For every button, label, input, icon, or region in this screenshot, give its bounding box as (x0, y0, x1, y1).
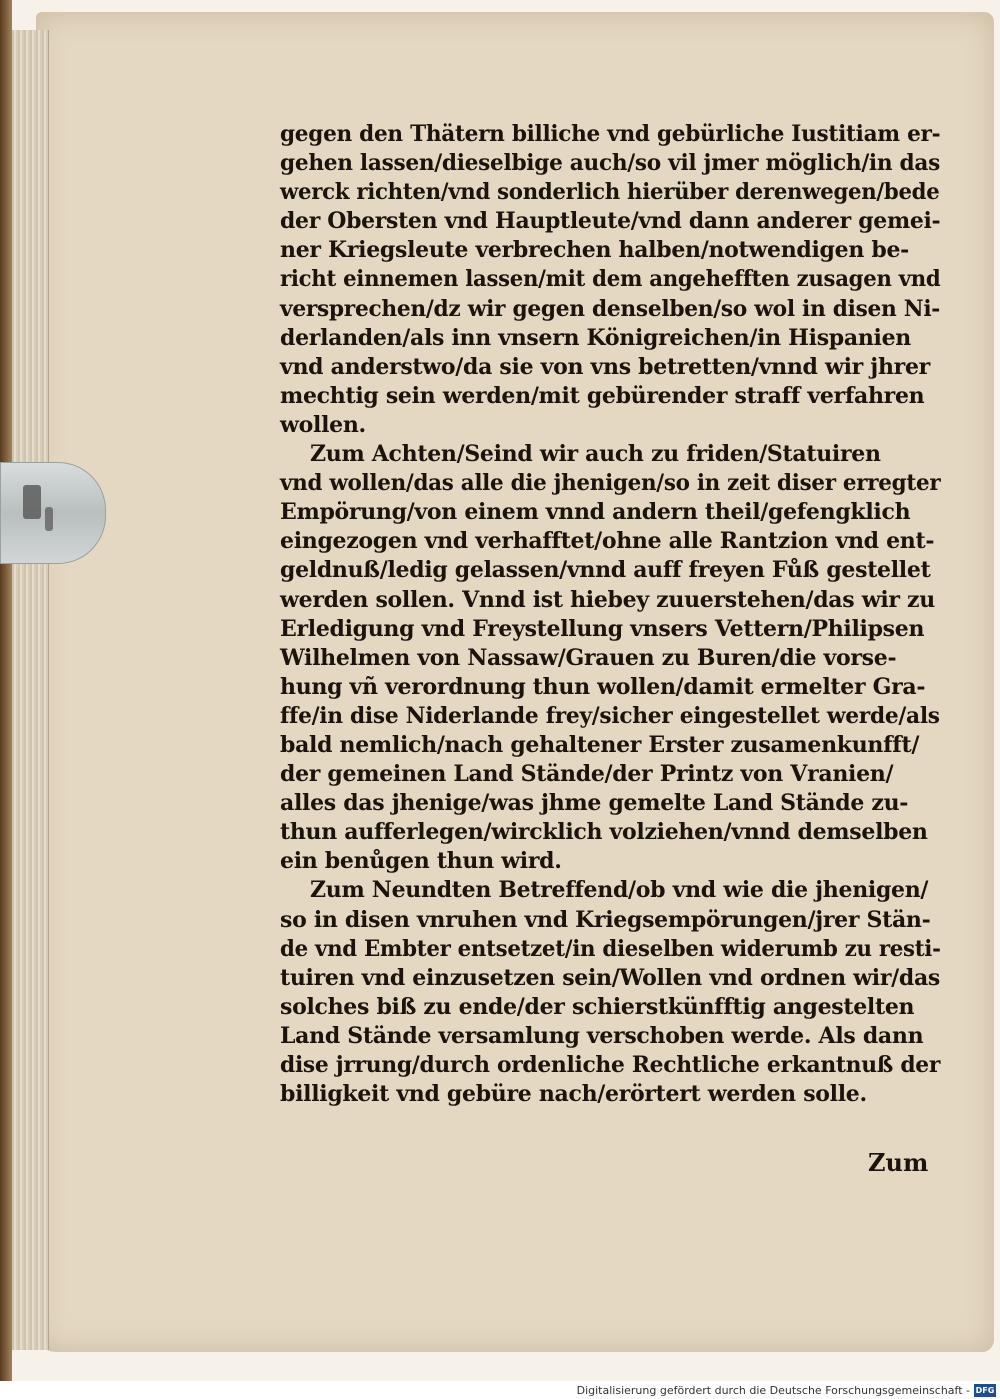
text-line: der Obersten vnd Hauptleute/vnd dann anderer gemei- (280, 208, 941, 235)
text-line: gegen den Thätern billiche vnd gebürliche Iustitiam er- (280, 121, 941, 147)
text-line: der gemeinen Land Stände/der Printz von Vranien/ (280, 761, 894, 788)
dfg-logo-icon[interactable]: DFG (975, 1386, 995, 1395)
digitization-footer (0, 1381, 1000, 1399)
text-line: thun aufferlegen/wircklich volziehen/vnnd demselben (280, 819, 928, 846)
text-line: ffe/in dise Niderlande frey/sicher eingestellet werde/als (280, 702, 940, 729)
text-line: geldnuß/ledig gelassen/vnnd auff freyen Fůß gestellet (280, 557, 931, 584)
text-line: Land Stände versamlung verschoben werde. Als dann (280, 1022, 924, 1049)
text-line: so in disen vnruhen vnd Kriegsempörungen/jrer Stän- (280, 906, 931, 933)
footer-credit-text: Digitalisierung gefördert durch die Deutsche Forschungsgemeinschaft - (576, 1384, 970, 1397)
text-line: vnd wollen/das alle die jhenigen/so in zeit diser erregter (280, 470, 941, 497)
book-clasp (0, 462, 106, 564)
paragraph-start-line: Zum Achten/Seind wir auch zu friden/Statuiren (310, 441, 881, 468)
text-line: gehen lassen/dieselbige auch/so vil jmer möglich/in das (280, 150, 941, 177)
text-line: Wilhelmen von Nassaw/Grauen zu Buren/die vorse- (280, 644, 897, 671)
text-line: Empörung/von einem vnnd andern theil/gefengklich (280, 499, 911, 526)
text-line: hung vñ verordnung thun wollen/damit ermelter Gra- (280, 673, 926, 700)
book-spine-edge (0, 0, 12, 1399)
text-line: de vnd Embter entsetzet/in dieselben widerumb zu resti- (280, 935, 941, 962)
paragraph-start-line: Zum Neundten Betreffend/ob vnd wie die jhenigen/ (310, 877, 929, 904)
text-line: derlanden/als inn vnsern Königreichen/in Hispanien (280, 324, 911, 351)
text-line: Erledigung vnd Freystellung vnsers Vettern/Philipsen (280, 615, 925, 642)
text-line: tuiren vnd einzusetzen sein/Wollen vnd ordnen wir/das (280, 964, 940, 991)
text-line: vnd anderstwo/da sie von vns betretten/vnnd wir jhrer (280, 353, 930, 380)
text-line: versprechen/dz wir gegen denselben/so wol in disen Ni- (280, 295, 941, 322)
text-line: solches biß zu ende/der schierstkünfftig angestelten (280, 993, 915, 1020)
text-line: eingezogen vnd verhafftet/ohne alle Rantzion vnd ent- (280, 528, 935, 555)
text-line: bald nemlich/nach gehaltener Erster zusamenkunfft/ (280, 731, 920, 758)
clasp-mark (45, 507, 53, 531)
text-line: dise jrrung/durch ordenliche Rechtliche erkantnuß der (280, 1052, 941, 1078)
text-line: billigkeit vnd gebüre nach/erörtert werden solle. (280, 1081, 867, 1108)
text-line: ner Kriegsleute verbrechen halben/notwendigen be- (280, 237, 909, 264)
clasp-mark (23, 485, 41, 519)
text-line: richt einnemen lassen/mit dem angehefften zusagen vnd (280, 266, 941, 293)
body-text (280, 120, 940, 1109)
text-line: mechtig sein werden/mit gebürender straff verfahren (280, 382, 925, 409)
text-line: werden sollen. Vnnd ist hiebey zuuerstehen/das wir zu (280, 586, 935, 613)
text-line: alles das jhenige/was jhme gemelte Land Stände zu- (280, 790, 909, 817)
text-line: ein benůgen thun wird. (280, 848, 562, 875)
text-line: werck richten/vnd sonderlich hierüber derenwegen/bede (280, 179, 940, 206)
catchword: Zum (868, 1148, 929, 1177)
text-line: wollen. (280, 411, 366, 438)
